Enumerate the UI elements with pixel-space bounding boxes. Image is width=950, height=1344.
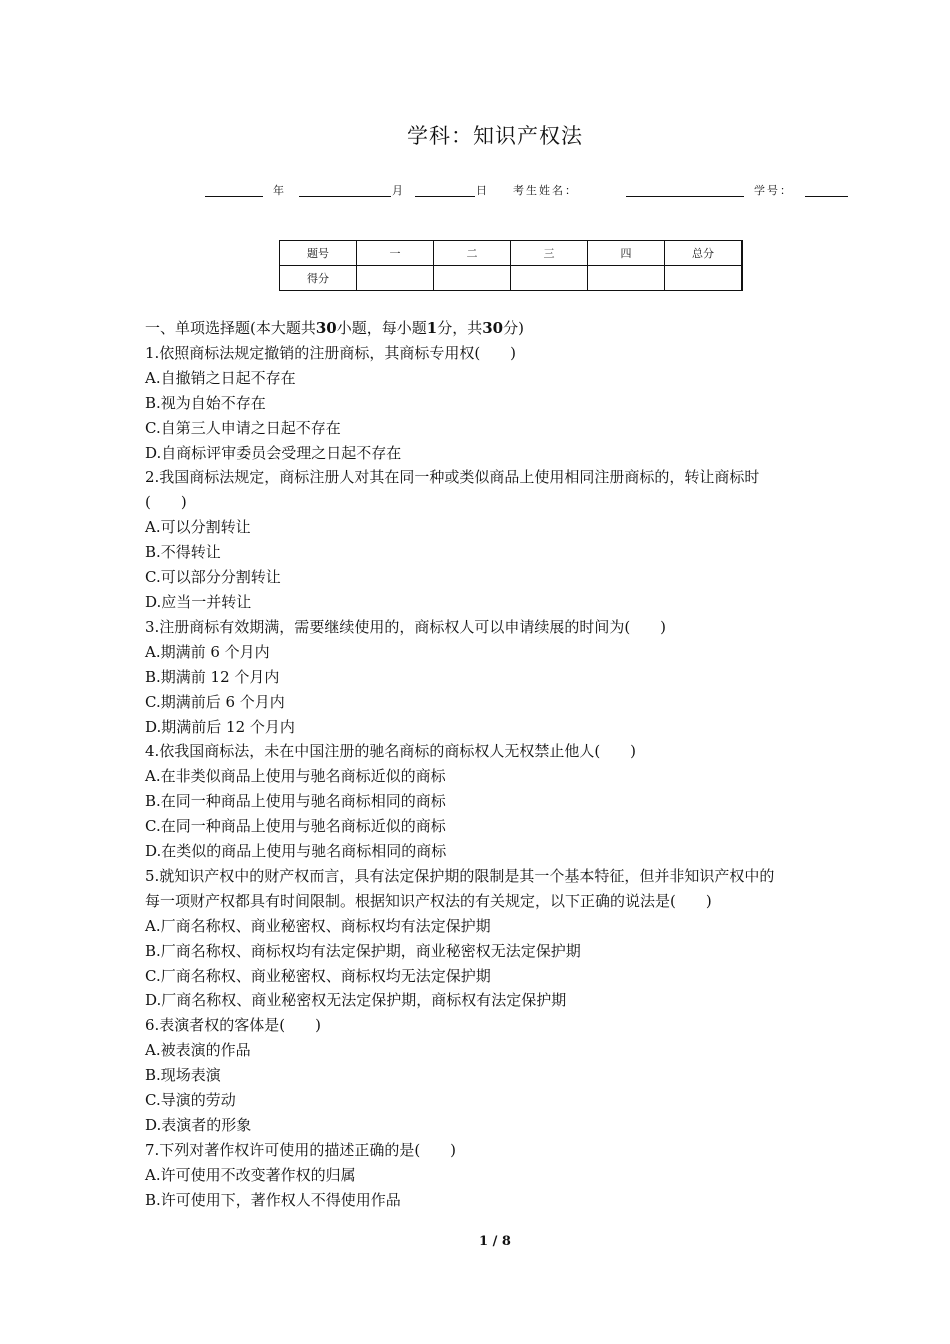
page-number: 1 / 8	[479, 1234, 511, 1249]
option-line: A.期满前 6 个月内	[145, 642, 270, 661]
section-heading: 一、单项选择题(本大题共30小题，每小题1分，共30分)	[145, 319, 524, 337]
question-line: 2.我国商标法规定，商标注册人对其在同一种或类似商品上使用相同注册商标的，转让商标时	[145, 468, 760, 487]
question-line: 5.就知识产权中的财产权而言，具有法定保护期的限制是其一个基本特征，但并非知识产权中的	[145, 866, 775, 885]
year-blank[interactable]	[205, 196, 263, 197]
option-line: C.期满前后 6 个月内	[145, 692, 285, 711]
table-cell: 得分	[280, 266, 357, 291]
name-label: 考生姓名：	[513, 184, 578, 197]
year-label: 年	[273, 184, 286, 197]
table-cell: 三	[511, 241, 588, 266]
question-line: 3.注册商标有效期满，需要继续使用的，商标权人可以申请续展的时间为( )	[145, 617, 667, 636]
day-blank[interactable]	[415, 196, 475, 197]
option-line: A.自撤销之日起不存在	[145, 368, 296, 387]
option-line: D.应当一并转让	[145, 592, 252, 611]
option-line: D.自商标评审委员会受理之日起不存在	[145, 443, 402, 462]
table-cell: 总分	[665, 241, 743, 266]
option-line: B.厂商名称权、商标权均有法定保护期，商业秘密权无法定保护期	[145, 941, 581, 960]
table-row	[280, 241, 743, 266]
name-blank[interactable]	[626, 196, 744, 197]
question-list	[145, 341, 850, 1213]
option-line: A.可以分割转让	[145, 518, 251, 537]
option-line: B.期满前 12 个月内	[145, 667, 280, 686]
option-line: D.在类似的商品上使用与驰名商标相同的商标	[145, 842, 447, 861]
exam-info-row	[205, 180, 850, 202]
option-line: A.许可使用不改变著作权的归属	[145, 1165, 356, 1184]
score-cell[interactable]	[511, 266, 588, 291]
question-line: 7.下列对著作权许可使用的描述正确的是( )	[145, 1140, 457, 1159]
month-blank[interactable]	[299, 196, 391, 197]
option-line: B.在同一种商品上使用与驰名商标相同的商标	[145, 792, 446, 811]
option-line: B.现场表演	[145, 1066, 221, 1085]
option-line: B.许可使用下，著作权人不得使用作品	[145, 1190, 401, 1209]
student-id-label: 学号：	[754, 184, 793, 197]
table-cell: 二	[434, 241, 511, 266]
question-line: ( )	[145, 493, 187, 512]
student-id-blank[interactable]	[805, 196, 848, 197]
score-table	[279, 240, 743, 291]
option-line: C.厂商名称权、商业秘密权、商标权均无法定保护期	[145, 966, 491, 985]
option-line: B.不得转让	[145, 543, 221, 562]
score-cell[interactable]	[434, 266, 511, 291]
option-line: C.在同一种商品上使用与驰名商标近似的商标	[145, 817, 446, 836]
table-row	[280, 266, 743, 291]
question-line: 6.表演者权的客体是( )	[145, 1016, 322, 1035]
option-line: D.表演者的形象	[145, 1116, 252, 1134]
option-line: C.可以部分分割转让	[145, 568, 281, 587]
option-line: B.视为自始不存在	[145, 393, 266, 412]
page-title: 学科：知识产权法	[407, 124, 583, 148]
question-line: 每一项财产权都具有时间限制。根据知识产权法的有关规定，以下正确的说法是( )	[145, 891, 712, 910]
question-line: 1.依照商标法规定撤销的注册商标，其商标专用权( )	[145, 343, 517, 362]
score-cell[interactable]	[665, 266, 743, 291]
score-cell[interactable]	[588, 266, 665, 291]
table-cell: 题号	[280, 241, 357, 266]
option-line: A.被表演的作品	[145, 1041, 251, 1060]
option-line: D.厂商名称权、商业秘密权无法定保护期，商标权有法定保护期	[145, 991, 567, 1010]
option-line: C.导演的劳动	[145, 1091, 236, 1110]
question-line: 4.依我国商标法，未在中国注册的驰名商标的商标权人无权禁止他人( )	[145, 742, 637, 761]
question-content	[145, 316, 850, 1213]
option-line: A.在非类似商品上使用与驰名商标近似的商标	[145, 767, 446, 786]
option-line: A.厂商名称权、商业秘密权、商标权均有法定保护期	[145, 916, 491, 935]
table-cell: 四	[588, 241, 665, 266]
table-cell: 一	[357, 241, 434, 266]
option-line: C.自第三人申请之日起不存在	[145, 418, 341, 437]
option-line: D.期满前后 12 个月内	[145, 717, 295, 736]
day-label: 日	[476, 184, 489, 197]
score-cell[interactable]	[357, 266, 434, 291]
month-label: 月	[392, 184, 405, 197]
